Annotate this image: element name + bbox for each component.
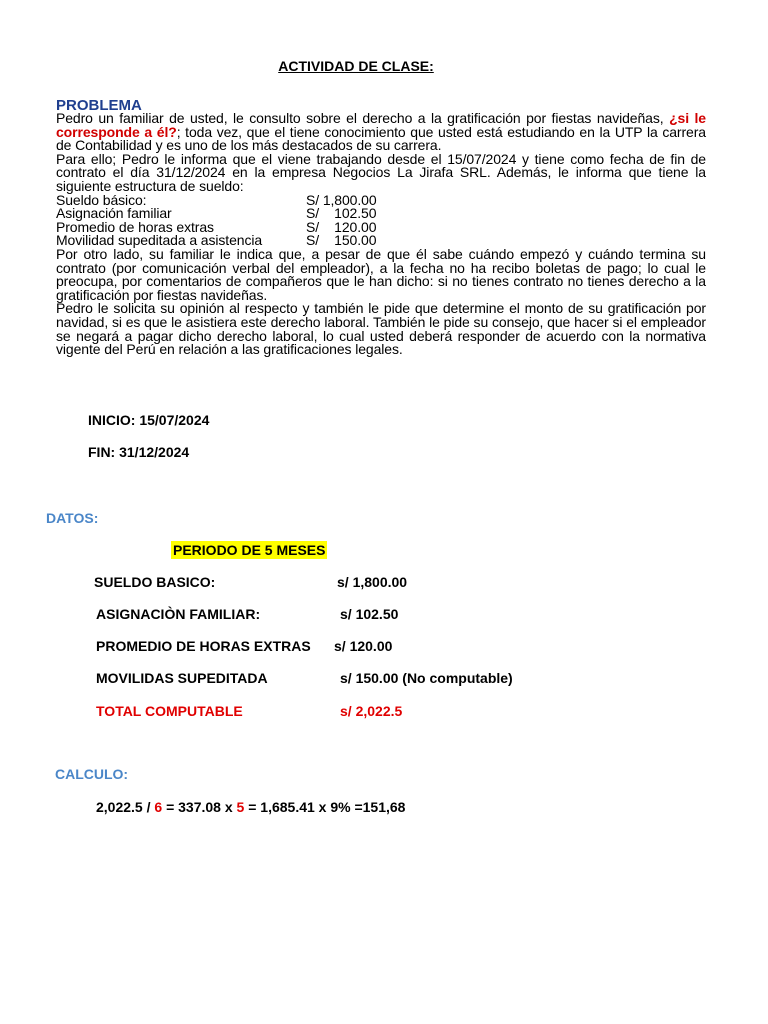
- salary-row: Movilidad supeditada a asistencia S/ 150.00: [56, 232, 377, 249]
- months-divisor: 6: [154, 799, 163, 815]
- total-value: s/ 2,022.5: [340, 703, 403, 719]
- datos-row-value: s/ 1,800.00: [337, 574, 408, 590]
- salary-row: Sueldo básico: S/ 1,800.00: [56, 191, 377, 208]
- start-date: INICIO: 15/07/2024: [88, 412, 210, 428]
- datos-row-value: s/ 150.00 (No computable): [340, 670, 513, 686]
- total-label: TOTAL COMPUTABLE: [96, 703, 243, 719]
- problem-heading: PROBLEMA: [56, 97, 142, 114]
- problem-paragraph-3: Por otro lado, su familiar le indica que, a pesar de que él sabe cuándo empezó y cuándo termina su contrato (por comunicación verbal del empleador), a la fecha no ha recibo boletas de pago; lo cual le preocupa, por comentarios de compañeros que le han dicho: si no tienes contrato no tienes derecho a la gratificación por fiestas navideñas.: [56, 245, 706, 303]
- calculation: 2,022.5 / 6 = 337.08 x 5 = 1,685.41 x 9% =151,68: [96, 799, 406, 815]
- problem-statement: [56, 112, 706, 357]
- datos-row-label: ASIGNACIÒN FAMILIAR:: [96, 606, 261, 622]
- end-date: FIN: 31/12/2024: [88, 444, 190, 460]
- page-title: ACTIVIDAD DE CLASE:: [278, 58, 434, 74]
- calculo-label: CALCULO:: [55, 766, 129, 782]
- datos-row-label: PROMEDIO DE HORAS EXTRAS: [96, 638, 311, 654]
- period-banner: PERIODO DE 5 MESES: [173, 542, 326, 558]
- datos-row-value: s/ 102.50: [340, 606, 399, 622]
- salary-row: Asignación familiar S/ 102.50: [56, 205, 377, 222]
- salary-row: Promedio de horas extras S/ 120.00: [56, 218, 377, 235]
- problem-paragraph-2: Para ello; Pedro le informa que el viene trabajando desde el 15/07/2024 y tiene como fecha de fin de contrato el día 31/12/2024 en la empresa Negocios La Jirafa SRL. Además, le informa que tiene la siguiente estructura de sueldo:: [56, 150, 706, 194]
- datos-row-label: SUELDO BASICO:: [94, 574, 216, 590]
- salary-list: [56, 191, 706, 249]
- months-multiplier: 5: [236, 799, 245, 815]
- problem-question: ¿si le corresponde a él?: [56, 110, 706, 140]
- datos-label: DATOS:: [46, 510, 99, 526]
- problem-paragraph-1: Pedro un familiar de usted, le consulto sobre el derecho a la gratificación por fiestas navideñas, ¿si le corresponde a él?; toda vez, que el tiene conocimiento que usted está estudiando en la UTP la carrera de Contabilidad y es uno de los más destacados de su carrera.: [56, 110, 706, 154]
- problem-paragraph-4: Pedro le solicita su opinión al respecto y también le pide que determine el monto de su gratificación por navidad, si es que le asistiera este derecho laboral. También le pide su consejo, que hacer si el empleador se negará a pagar dicho derecho laboral, lo cual usted deberá responder de acuerdo con la normativa vigente del Perú en relación a las gratificaciones legales.: [56, 300, 706, 358]
- datos-row-value: s/ 120.00: [334, 638, 393, 654]
- datos-row-label: MOVILIDAS SUPEDITADA: [96, 670, 268, 686]
